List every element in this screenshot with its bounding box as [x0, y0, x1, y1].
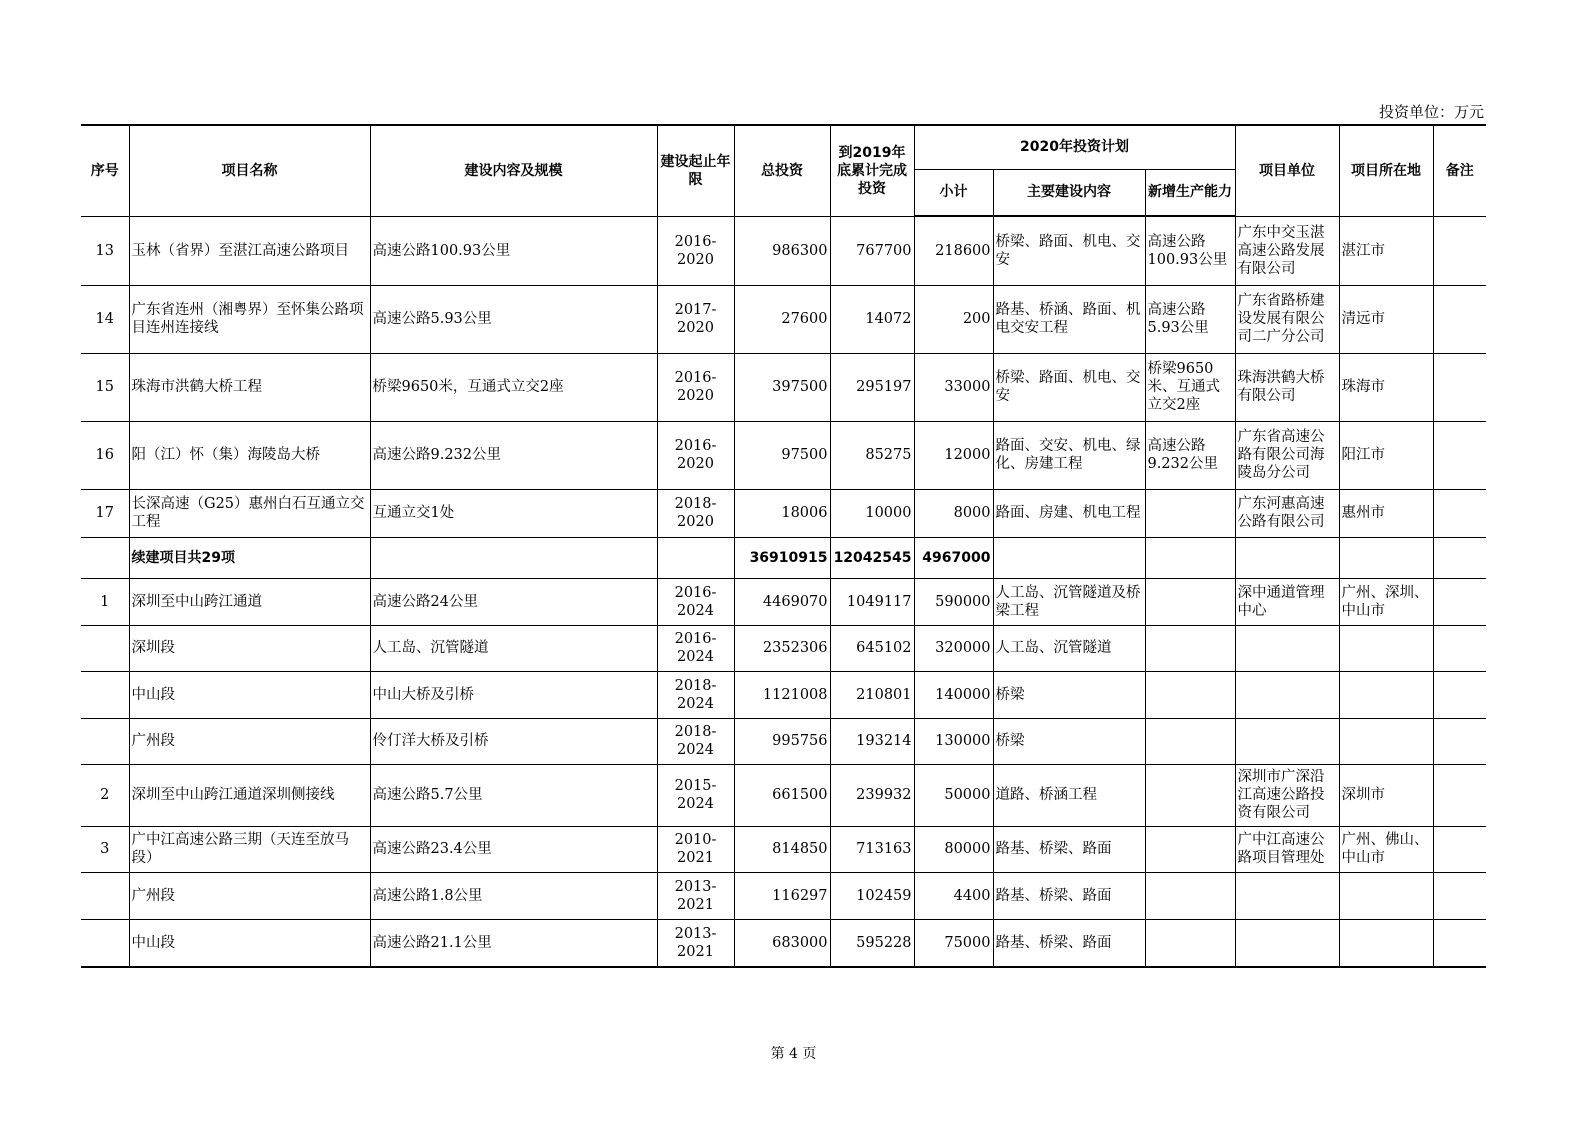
cell-total: 2352306 [734, 625, 830, 671]
cell-main-content: 桥梁 [993, 671, 1145, 718]
cell-remarks [1433, 919, 1486, 967]
cell-cumulative: 295197 [830, 353, 914, 421]
cell-new-capacity: 高速公路9.232公里 [1145, 421, 1235, 489]
cell-location: 珠海市 [1339, 353, 1433, 421]
cell-content: 高速公路1.8公里 [370, 872, 657, 919]
cell-location [1339, 919, 1433, 967]
table-row [81, 826, 1486, 872]
cell-location: 清远市 [1339, 285, 1433, 353]
cell-location [1339, 537, 1433, 578]
cell-content: 互通立交1处 [370, 489, 657, 537]
cell-unit [1235, 919, 1339, 967]
cell-cumulative: 102459 [830, 872, 914, 919]
cell-seq [81, 872, 129, 919]
cell-subtotal: 218600 [914, 216, 993, 285]
cell-remarks [1433, 353, 1486, 421]
cell-name: 续建项目共29项 [129, 537, 370, 578]
cell-cumulative: 767700 [830, 216, 914, 285]
cell-subtotal: 130000 [914, 718, 993, 764]
cell-total: 683000 [734, 919, 830, 967]
cell-main-content: 道路、桥涵工程 [993, 764, 1145, 826]
cell-subtotal: 140000 [914, 671, 993, 718]
cell-name: 玉林（省界）至湛江高速公路项目 [129, 216, 370, 285]
cell-main-content: 路面、交安、机电、绿化、房建工程 [993, 421, 1145, 489]
cell-name: 广州段 [129, 872, 370, 919]
cell-content: 高速公路5.93公里 [370, 285, 657, 353]
header-subtotal: 小计 [914, 169, 993, 216]
cell-location: 湛江市 [1339, 216, 1433, 285]
cell-location [1339, 625, 1433, 671]
cell-content: 伶仃洋大桥及引桥 [370, 718, 657, 764]
cell-period: 2018-2020 [657, 489, 734, 537]
cell-cumulative: 85275 [830, 421, 914, 489]
cell-period: 2016-2020 [657, 353, 734, 421]
cell-content: 人工岛、沉管隧道 [370, 625, 657, 671]
cell-content: 高速公路9.232公里 [370, 421, 657, 489]
cell-name: 广中江高速公路三期（天连至放马段） [129, 826, 370, 872]
cell-name: 深圳至中山跨江通道 [129, 578, 370, 625]
cell-subtotal: 50000 [914, 764, 993, 826]
cell-total: 661500 [734, 764, 830, 826]
cell-new-capacity [1145, 872, 1235, 919]
cell-new-capacity [1145, 489, 1235, 537]
table-row [81, 671, 1486, 718]
cell-content: 桥梁9650米，互通式立交2座 [370, 353, 657, 421]
cell-main-content [993, 537, 1145, 578]
cell-location: 深圳市 [1339, 764, 1433, 826]
cell-remarks [1433, 764, 1486, 826]
cell-content: 高速公路5.7公里 [370, 764, 657, 826]
cell-seq [81, 718, 129, 764]
cell-subtotal: 33000 [914, 353, 993, 421]
table-row [81, 285, 1486, 353]
cell-seq [81, 625, 129, 671]
cell-period: 2016-2020 [657, 421, 734, 489]
cell-name: 广东省连州（湘粤界）至怀集公路项目连州连接线 [129, 285, 370, 353]
table-row [81, 216, 1486, 285]
cell-total: 116297 [734, 872, 830, 919]
cell-cumulative: 14072 [830, 285, 914, 353]
cell-remarks [1433, 578, 1486, 625]
header-name: 项目名称 [129, 125, 370, 216]
table-body [81, 216, 1486, 967]
cell-main-content: 桥梁、路面、机电、交安 [993, 353, 1145, 421]
cell-unit [1235, 625, 1339, 671]
table-header [81, 125, 1486, 216]
cell-subtotal: 4967000 [914, 537, 993, 578]
cell-total: 1121008 [734, 671, 830, 718]
cell-period [657, 537, 734, 578]
cell-content: 中山大桥及引桥 [370, 671, 657, 718]
cell-new-capacity [1145, 919, 1235, 967]
cell-cumulative: 595228 [830, 919, 914, 967]
cell-name: 中山段 [129, 671, 370, 718]
cell-remarks [1433, 625, 1486, 671]
cell-new-capacity [1145, 826, 1235, 872]
cell-period: 2013-2021 [657, 919, 734, 967]
summary-row [81, 537, 1486, 578]
header-period: 建设起止年限 [657, 125, 734, 216]
cell-main-content: 人工岛、沉管隧道及桥梁工程 [993, 578, 1145, 625]
cell-total: 4469070 [734, 578, 830, 625]
cell-period: 2013-2021 [657, 872, 734, 919]
cell-cumulative: 645102 [830, 625, 914, 671]
cell-new-capacity [1145, 537, 1235, 578]
cell-total: 27600 [734, 285, 830, 353]
cell-remarks [1433, 216, 1486, 285]
cell-new-capacity [1145, 671, 1235, 718]
cell-content [370, 537, 657, 578]
header-main-content: 主要建设内容 [993, 169, 1145, 216]
cell-location [1339, 718, 1433, 764]
cell-seq [81, 919, 129, 967]
cell-unit: 珠海洪鹤大桥有限公司 [1235, 353, 1339, 421]
cell-cumulative: 713163 [830, 826, 914, 872]
cell-subtotal: 12000 [914, 421, 993, 489]
cell-unit [1235, 718, 1339, 764]
cell-location [1339, 671, 1433, 718]
cell-unit: 广东中交玉湛高速公路发展有限公司 [1235, 216, 1339, 285]
cell-remarks [1433, 718, 1486, 764]
cell-main-content: 路基、桥涵、路面、机电交安工程 [993, 285, 1145, 353]
cell-seq: 1 [81, 578, 129, 625]
cell-remarks [1433, 285, 1486, 353]
cell-location: 阳江市 [1339, 421, 1433, 489]
cell-seq: 16 [81, 421, 129, 489]
investment-unit-label: 投资单位：万元 [1378, 103, 1484, 121]
header-unit: 项目单位 [1235, 125, 1339, 216]
cell-content: 高速公路21.1公里 [370, 919, 657, 967]
cell-cumulative: 239932 [830, 764, 914, 826]
cell-period: 2016-2020 [657, 216, 734, 285]
cell-main-content: 路基、桥梁、路面 [993, 826, 1145, 872]
cell-name: 中山段 [129, 919, 370, 967]
cell-new-capacity: 高速公路100.93公里 [1145, 216, 1235, 285]
cell-subtotal: 80000 [914, 826, 993, 872]
cell-new-capacity [1145, 718, 1235, 764]
cell-cumulative: 12042545 [830, 537, 914, 578]
cell-total: 18006 [734, 489, 830, 537]
table-row [81, 718, 1486, 764]
cell-seq [81, 671, 129, 718]
table-row [81, 578, 1486, 625]
cell-unit: 广东省路桥建设发展有限公司二广分公司 [1235, 285, 1339, 353]
cell-name: 深圳段 [129, 625, 370, 671]
cell-location: 惠州市 [1339, 489, 1433, 537]
cell-main-content: 路基、桥梁、路面 [993, 872, 1145, 919]
header-plan-2020: 2020年投资计划 [914, 125, 1235, 169]
cell-remarks [1433, 826, 1486, 872]
cell-name: 珠海市洪鹤大桥工程 [129, 353, 370, 421]
cell-new-capacity [1145, 764, 1235, 826]
table-row [81, 764, 1486, 826]
cell-subtotal: 590000 [914, 578, 993, 625]
cell-total: 814850 [734, 826, 830, 872]
cell-seq: 3 [81, 826, 129, 872]
cell-unit: 深圳市广深沿江高速公路投资有限公司 [1235, 764, 1339, 826]
cell-period: 2017-2020 [657, 285, 734, 353]
cell-period: 2018-2024 [657, 671, 734, 718]
table-row [81, 919, 1486, 967]
cell-new-capacity [1145, 625, 1235, 671]
header-seq: 序号 [81, 125, 129, 216]
cell-new-capacity [1145, 578, 1235, 625]
cell-main-content: 路面、房建、机电工程 [993, 489, 1145, 537]
header-content: 建设内容及规模 [370, 125, 657, 216]
cell-name: 广州段 [129, 718, 370, 764]
cell-total: 397500 [734, 353, 830, 421]
cell-content: 高速公路24公里 [370, 578, 657, 625]
cell-period: 2016-2024 [657, 625, 734, 671]
cell-unit: 广东河惠高速公路有限公司 [1235, 489, 1339, 537]
page-number: 第 4 页 [770, 1046, 817, 1062]
cell-name: 阳（江）怀（集）海陵岛大桥 [129, 421, 370, 489]
cell-new-capacity: 桥梁9650米、互通式立交2座 [1145, 353, 1235, 421]
cell-main-content: 路基、桥梁、路面 [993, 919, 1145, 967]
cell-content: 高速公路23.4公里 [370, 826, 657, 872]
cell-location: 广州、佛山、中山市 [1339, 826, 1433, 872]
cell-unit: 广中江高速公路项目管理处 [1235, 826, 1339, 872]
cell-total: 995756 [734, 718, 830, 764]
cell-main-content: 桥梁、路面、机电、交安 [993, 216, 1145, 285]
cell-new-capacity: 高速公路5.93公里 [1145, 285, 1235, 353]
cell-cumulative: 1049117 [830, 578, 914, 625]
cell-subtotal: 8000 [914, 489, 993, 537]
cell-subtotal: 200 [914, 285, 993, 353]
cell-unit: 广东省高速公路有限公司海陵岛分公司 [1235, 421, 1339, 489]
cell-seq [81, 537, 129, 578]
header-total: 总投资 [734, 125, 830, 216]
table-row [81, 625, 1486, 671]
cell-unit [1235, 537, 1339, 578]
cell-period: 2010-2021 [657, 826, 734, 872]
cell-cumulative: 10000 [830, 489, 914, 537]
cell-location [1339, 872, 1433, 919]
cell-unit [1235, 671, 1339, 718]
header-remarks: 备注 [1433, 125, 1486, 216]
cell-content: 高速公路100.93公里 [370, 216, 657, 285]
cell-main-content: 人工岛、沉管隧道 [993, 625, 1145, 671]
cell-remarks [1433, 421, 1486, 489]
cell-unit [1235, 872, 1339, 919]
cell-cumulative: 210801 [830, 671, 914, 718]
header-cumulative: 到2019年底累计完成投资 [830, 125, 914, 216]
cell-subtotal: 4400 [914, 872, 993, 919]
cell-total: 97500 [734, 421, 830, 489]
cell-subtotal: 75000 [914, 919, 993, 967]
cell-period: 2015-2024 [657, 764, 734, 826]
investment-plan-table [81, 124, 1486, 968]
cell-location: 广州、深圳、中山市 [1339, 578, 1433, 625]
header-location: 项目所在地 [1339, 125, 1433, 216]
table-row [81, 421, 1486, 489]
cell-seq: 15 [81, 353, 129, 421]
cell-unit: 深中通道管理中心 [1235, 578, 1339, 625]
cell-seq: 13 [81, 216, 129, 285]
cell-remarks [1433, 671, 1486, 718]
cell-remarks [1433, 537, 1486, 578]
cell-remarks [1433, 489, 1486, 537]
cell-cumulative: 193214 [830, 718, 914, 764]
cell-name: 深圳至中山跨江通道深圳侧接线 [129, 764, 370, 826]
cell-main-content: 桥梁 [993, 718, 1145, 764]
cell-remarks [1433, 872, 1486, 919]
cell-subtotal: 320000 [914, 625, 993, 671]
cell-total: 986300 [734, 216, 830, 285]
cell-period: 2016-2024 [657, 578, 734, 625]
cell-period: 2018-2024 [657, 718, 734, 764]
cell-seq: 17 [81, 489, 129, 537]
cell-seq: 2 [81, 764, 129, 826]
table-row [81, 872, 1486, 919]
table-row [81, 353, 1486, 421]
cell-name: 长深高速（G25）惠州白石互通立交工程 [129, 489, 370, 537]
cell-total: 36910915 [734, 537, 830, 578]
table-row [81, 489, 1486, 537]
header-new-capacity: 新增生产能力 [1145, 169, 1235, 216]
cell-seq: 14 [81, 285, 129, 353]
